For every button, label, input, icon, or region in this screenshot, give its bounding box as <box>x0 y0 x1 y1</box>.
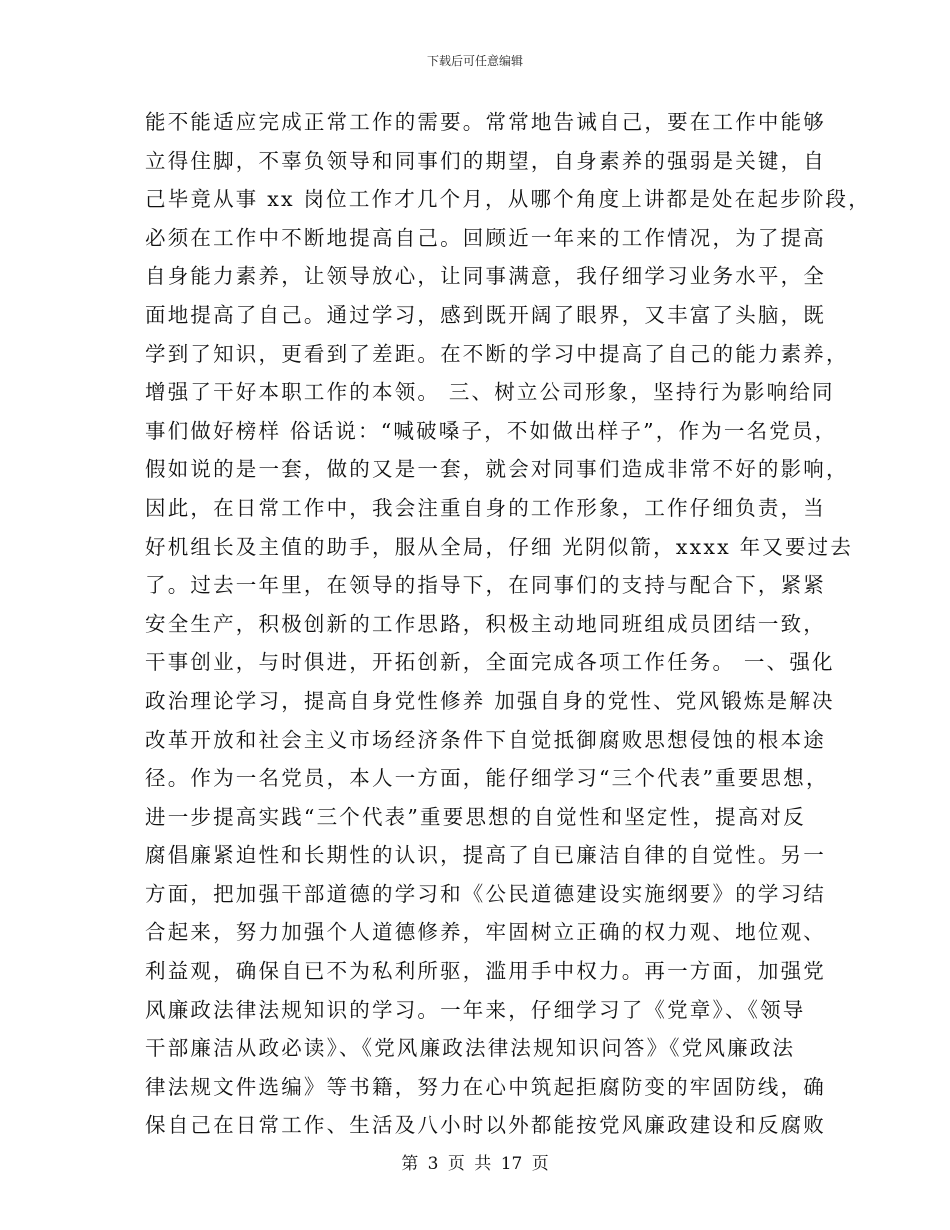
text-line: 方面，把加强干部道德的学习和《公民道德建设实施纲要》的学习结 <box>145 881 826 906</box>
document-body <box>145 103 871 1145</box>
text-line: 律法规文件选编》等书籍，努力在心中筑起拒腐防变的牢固防线，确 <box>145 1074 826 1099</box>
text-line: 假如说的是一套，做的又是一套，就会对同事们造成非常不好的影响， <box>145 457 849 482</box>
page-header: 下载后可任意编辑 <box>426 54 523 68</box>
text-line: 好机组长及主值的助手，服从全局，仔细 光阴似箭，xxxx 年又要过去 <box>145 534 854 559</box>
text-line: 必须在工作中不断地提高自己。回顾近一年来的工作情况，为了提高 <box>145 225 826 250</box>
text-line: 政治理论学习，提高自身党性修养 加强自身的党性、党风锻炼是解决 <box>145 688 835 713</box>
text-line: 因此，在日常工作中，我会注重自身的工作形象，工作仔细负责，当 <box>145 495 826 520</box>
text-line: 干事创业，与时俱进，开拓创新，全面完成各项工作任务。 一、强化 <box>145 650 835 675</box>
text-line: 面地提高了自己。通过学习，感到既开阔了眼界，又丰富了头脑，既 <box>145 302 826 327</box>
text-line: 能不能适应完成正常工作的需要。常常地告诫自己，要在工作中能够 <box>145 110 826 134</box>
text-line: 保自己在日常工作、生活及八小时以外都能按党风廉政建设和反腐败 <box>145 1113 826 1138</box>
text-line: 己毕竟从事 xx 岗位工作才几个月，从哪个角度上讲都是处在起步阶段， <box>145 187 871 212</box>
page-number-footer: 第 3 页 共 17 页 <box>401 1154 549 1174</box>
text-line: 自身能力素养，让领导放心，让同事满意，我仔细学习业务水平，全 <box>145 264 826 289</box>
text-line: 利益观，确保自已不为私利所驱，滥用手中权力。再一方面，加强党 <box>145 959 826 984</box>
text-line: 学到了知识，更看到了差距。在不断的学习中提高了自己的能力素养， <box>145 341 849 366</box>
text-line: 了。过去一年里，在领导的指导下，在同事们的支持与配合下，紧紧 <box>145 573 826 598</box>
text-line: 合起来，努力加强个人道德修养，牢固树立正确的权力观、地位观、 <box>145 920 826 945</box>
text-line: 径。作为一名党员，本人一方面，能仔细学习“三个代表”重要思想， <box>145 766 829 791</box>
text-line: 干部廉洁从政必读》、《党风廉政法律法规知识问答》《党风廉政法 <box>145 1036 796 1061</box>
text-line: 立得住脚，不辜负领导和同事们的期望，自身素养的强弱是关键，自 <box>145 148 826 173</box>
text-line: 腐倡廉紧迫性和长期性的认识，提高了自已廉洁自律的自觉性。另一 <box>145 843 826 868</box>
text-line: 增强了干好本职工作的本领。 三、树立公司形象，坚持行为影响给同 <box>145 380 835 405</box>
text-line: 改革开放和社会主义市场经济条件下自觉抵御腐败思想侵蚀的根本途 <box>145 727 826 752</box>
text-line: 事们做好榜样 俗话说：“喊破嗓子，不如做出样子”，作为一名党员， <box>145 418 838 443</box>
text-line: 安全生产，积极创新的工作思路，积极主动地同班组成员团结一致， <box>145 611 826 636</box>
text-line: 风廉政法律法规知识的学习。一年来，仔细学习了《党章》、《领导 <box>145 997 806 1022</box>
text-line: 进一步提高实践“三个代表”重要思想的自觉性和坚定性，提高对反 <box>145 804 806 829</box>
